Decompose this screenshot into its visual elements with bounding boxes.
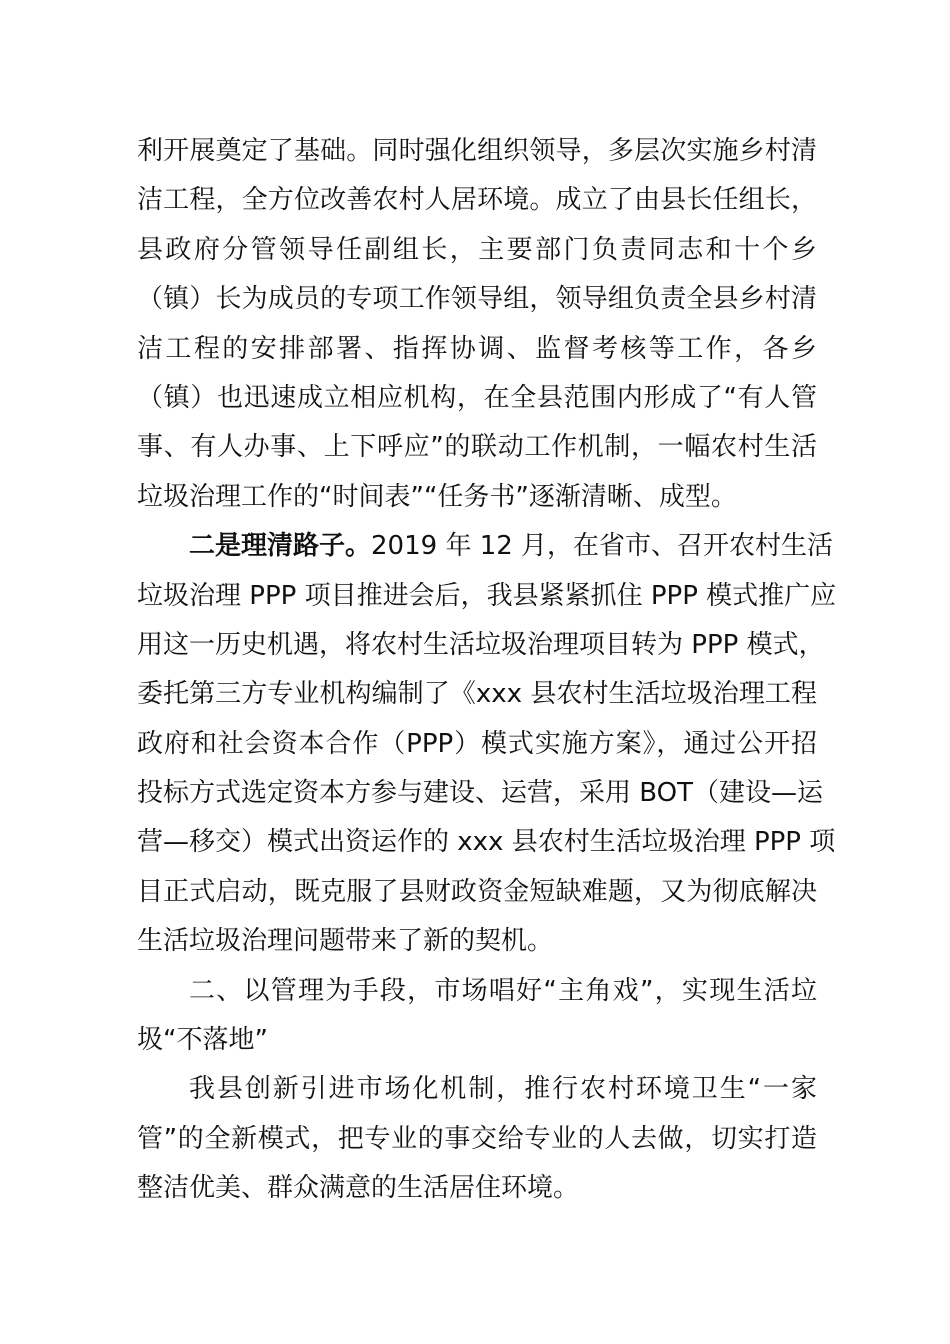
heading-text: 圾“不落地” <box>137 1025 268 1056</box>
text-line <box>137 769 823 818</box>
line-text: （镇）长为成员的专项工作领导组，领导组负责全县乡村清 <box>137 284 817 315</box>
text-line <box>137 127 817 176</box>
line-text: 垃圾治理 PPP 项目推进会后，我县紧紧抓住 PPP 模式推广应 <box>137 580 837 611</box>
text-line <box>137 1164 817 1213</box>
line-text: 委托第三方专业机构编制了《xxx 县农村生活垃圾治理工程 <box>137 679 817 710</box>
text-line <box>137 176 817 225</box>
section-heading <box>137 967 817 1016</box>
text-line <box>137 275 817 324</box>
paragraph-lead-bold: 二是理清路子。 <box>189 531 372 562</box>
line-text: 事、有人办事、上下呼应”的联动工作机制，一幅农村生活 <box>137 432 817 463</box>
line-text: 洁工程，全方位改善农村人居环境。成立了由县长任组长， <box>137 185 817 216</box>
text-line <box>137 572 837 621</box>
line-text: 利开展奠定了基础。同时强化组织领导，多层次实施乡村清 <box>137 136 817 166</box>
document-body <box>137 127 837 1214</box>
line-text: （镇）也迅速成立相应机构，在全县范围内形成了“有人管 <box>137 382 817 413</box>
heading-text: 二、以管理为手段，市场唱好“主角戏”，实现生活垃 <box>189 975 817 1006</box>
text-line <box>137 720 817 769</box>
line-text: 2019 年 12 月，在省市、召开农村生活 <box>371 531 834 562</box>
line-text: 生活垃圾治理问题带来了新的契机。 <box>137 926 554 957</box>
text-line <box>137 226 817 275</box>
line-text: 我县创新引进市场化机制，推行农村环境卫生“一家 <box>189 1074 817 1105</box>
line-text: 管”的全新模式，把专业的事交给专业的人去做，切实打造 <box>137 1123 817 1154</box>
line-text: 县政府分管领导任副组长，主要部门负责同志和十个乡 <box>137 234 817 265</box>
text-line <box>137 670 817 719</box>
line-text: 营—移交）模式出资运作的 xxx 县农村生活垃圾治理 PPP 项 <box>137 827 836 858</box>
line-text: 垃圾治理工作的“时间表”“任务书”逐渐清晰、成型。 <box>137 481 737 512</box>
text-line <box>137 917 817 966</box>
line-text: 投标方式选定资本方参与建设、运营，采用 BOT（建设—运 <box>137 778 823 809</box>
paragraph-first-line <box>137 1065 817 1114</box>
line-text: 用这一历史机遇，将农村生活垃圾治理项目转为 PPP 模式， <box>137 629 825 660</box>
line-text: 政府和社会资本合作（PPP）模式实施方案》，通过公开招 <box>137 728 817 759</box>
text-line <box>137 374 817 423</box>
section-heading-continued <box>137 1016 817 1065</box>
line-text: 整洁优美、群众满意的生活居住环境。 <box>137 1173 580 1204</box>
paragraph-first-line <box>137 522 834 571</box>
text-line <box>137 621 825 670</box>
text-line <box>137 1115 817 1164</box>
text-line <box>137 868 817 917</box>
line-text: 洁工程的安排部署、指挥协调、监督考核等工作，各乡 <box>137 333 817 364</box>
text-line <box>137 818 836 867</box>
text-line <box>137 473 817 522</box>
line-text: 目正式启动，既克服了县财政资金短缺难题，又为彻底解决 <box>137 876 817 907</box>
text-line <box>137 423 817 472</box>
text-line <box>137 325 817 374</box>
